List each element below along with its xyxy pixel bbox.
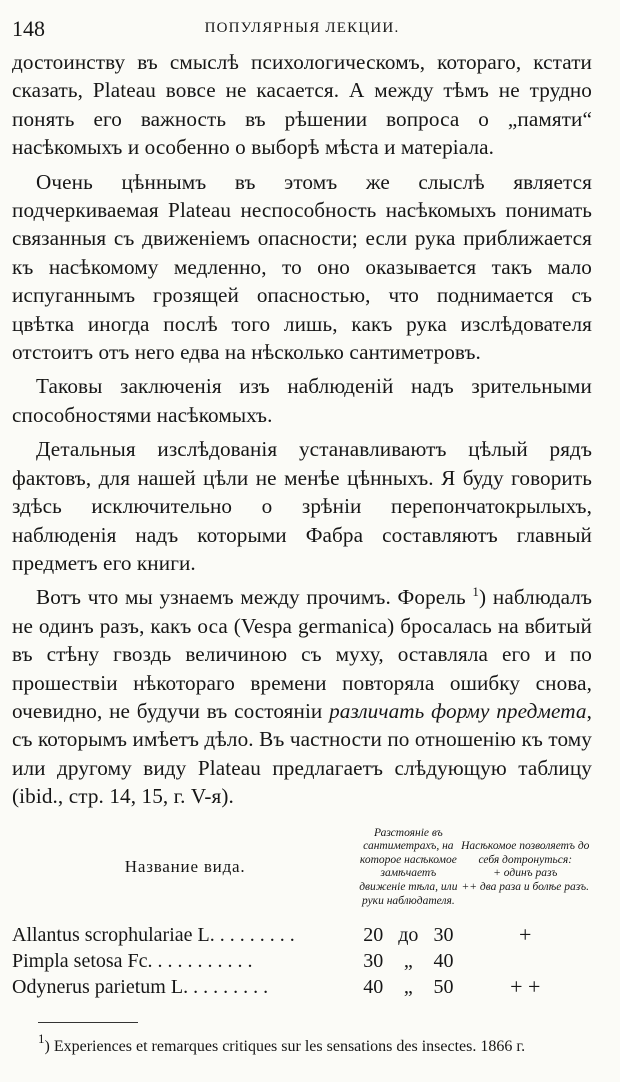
footnote [12, 1031, 592, 1059]
table-row [12, 922, 592, 948]
touch-mark: + [519, 922, 532, 948]
distance-sep: „ [403, 949, 413, 972]
distance-from: 30 [363, 949, 384, 972]
paragraph-5 [12, 583, 592, 810]
touch-mark [459, 948, 593, 974]
distance-sep: „ [403, 975, 413, 998]
touch-mark: + + [510, 974, 541, 1000]
table-header-row [12, 827, 592, 923]
distance-sep: до [398, 923, 419, 946]
paragraph-3: Таковы заключенія изъ наблюденій надъ зрительными способностями насѣкомыхъ. [12, 374, 592, 427]
table-row [12, 948, 592, 974]
footnote-marker: 1 [38, 1031, 45, 1047]
emphasis-text: различать форму предмета [329, 698, 587, 723]
body-text [12, 48, 592, 811]
page-number: 148 [12, 16, 45, 41]
paragraph-1: достоинству въ смыслѣ психологическомъ, котораго, кстати сказать, Plateau вовсе не касается. А между тѣмъ не трудно понять его важность въ рѣшении вопроса о „памяти“ насѣкомыхъ и особенно о выборѣ мѣста и матеріала. [12, 50, 592, 160]
footnote-divider [38, 1022, 138, 1023]
species-name: Odynerus parietum L. . . . . . . . . [12, 975, 269, 998]
paragraph-4: Детальныя изслѣдованія устанавливаютъ цѣлый рядъ фактовъ, для нашей цѣли не менѣе цѣнныхъ. Я буду говорить здѣсь исключительно о зрѣніи перепончатокрылыхъ, наблюденія надъ которыми Фабра составляютъ главный предметъ его книги. [12, 437, 592, 575]
col-header-name: Название вида. [124, 857, 246, 877]
table-row [12, 974, 592, 1000]
species-name: Pimpla setosa Fc. . . . . . . . . . . [12, 949, 253, 972]
footnote-text: ) Experiences et remarques critiques sur les sensations des insectes. 1866 г. [44, 1038, 526, 1056]
col-header-distance: Разстояніе въ сантиметрахъ, на которое насѣкомое замѣчаетъ движеніе тѣла, или руки наблюдателя. [359, 826, 458, 907]
species-name: Allantus scrophulariae L. . . . . . . . . [12, 923, 295, 946]
col-header-touch-title: Насѣкомое позволяетъ до себя дотронуться: [461, 840, 590, 866]
paragraph-5-part-a: Вотъ что мы узнаемъ между прочимъ. Форель [36, 585, 466, 610]
legend-plus-one: + одинъ разъ [493, 867, 558, 880]
distance-to: 50 [433, 975, 454, 998]
col-header-touch [459, 827, 593, 923]
page-header [12, 14, 592, 46]
distance-to: 40 [433, 949, 454, 972]
running-title: ПОПУЛЯРНЫЯ ЛЕКЦИИ. [204, 20, 400, 36]
paragraph-2: Очень цѣннымъ въ этомъ же слыслѣ является подчеркиваемая Plateau неспособность насѣкомыхъ понимать связанныя съ движеніемъ опасности; если рука приближается къ насѣкомому медленно, то оно оказывается такъ мало испуганнымъ грозящей опасностью, что поднимается съ цвѣтка иногда послѣ того лишь, какъ рука изслѣдователя отстоитъ отъ него едва на нѣсколько сантиметровъ. [12, 169, 592, 365]
species-table [12, 827, 592, 1001]
distance-to: 30 [433, 923, 454, 946]
paragraph-5-part-b: ) наблюдалъ не одинъ разъ, какъ оса (Vespa germanica) бросалась на вбитый въ стѣну гвоздь величиною съ муху, оставляла его и по прошествіи нѣкотораго времени повторяла ошибку снова, очевидно, не будучи въ состояніи [12, 585, 593, 723]
distance-from: 20 [363, 923, 384, 946]
distance-from: 40 [363, 975, 384, 998]
legend-plus-two: ++ два раза и болѣе разъ. [461, 880, 589, 893]
footnote-ref: 1 [472, 584, 480, 600]
paragraph-5-part-c: , съ которымъ имѣетъ дѣло. Въ частности по отношенію къ тому или другому виду Plateau предлагаетъ слѣдующую таблицу (ibid., стр. 14, 15, г. V-я). [12, 698, 592, 809]
